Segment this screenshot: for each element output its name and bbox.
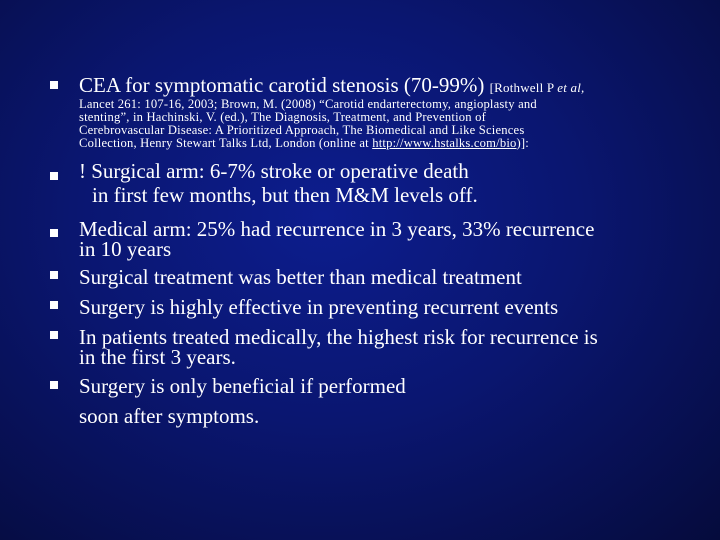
item2-line-1: ! Surgical arm: 6-7% stroke or operative death	[79, 159, 469, 183]
item1-heading	[79, 74, 584, 97]
item7-line-1: Surgery is only beneficial if performed	[79, 374, 406, 398]
item7-line-2: soon after symptoms.	[79, 404, 260, 428]
item1-ref-italic: et al,	[557, 80, 585, 95]
bullet-square-4	[50, 271, 58, 279]
bullet-square-5	[50, 301, 58, 309]
bullet-square-6	[50, 331, 58, 339]
item1-ref-start-text: [Rothwell P	[489, 80, 558, 95]
item4-line-1: Surgical treatment was better than medical treatment	[79, 265, 522, 289]
item1-ref-last-before: Collection, Henry Stewart Talks Ltd, London (online at	[79, 136, 373, 150]
item1-ref-last-after: )]:	[516, 136, 530, 150]
item3-line-1: Medical arm: 25% had recurrence in 3 years, 33% recurrence	[79, 217, 595, 241]
hstalks-link[interactable]: http://www.hstalks.com/bio	[372, 136, 517, 150]
bullet-square-7	[50, 381, 58, 389]
item1-ref-line-3: Cerebrovascular Disease: A Prioritized Approach, The Biomedical and Like Sciences	[79, 123, 525, 137]
item1-ref-line-4	[79, 137, 529, 150]
bullet-square-2	[50, 172, 58, 180]
bullet-square-1	[50, 81, 58, 89]
item1-ref-start	[490, 80, 585, 95]
item6-line-1: In patients treated medically, the highest risk for recurrence is	[79, 325, 598, 349]
item3-line-2: in 10 years	[79, 237, 172, 261]
item5-line-1: Surgery is highly effective in preventing recurrent events	[79, 295, 559, 319]
item1-ref-line-2: stenting”, in Hachinski, V. (ed.), The Diagnosis, Treatment, and Prevention of	[79, 110, 487, 124]
item1-heading-text: CEA for symptomatic carotid stenosis (70-99%)	[79, 73, 485, 97]
item1-ref-line-1: Lancet 261: 107-16, 2003; Brown, M. (2008) “Carotid endarterectomy, angioplasty and	[79, 97, 537, 111]
bullet-square-3	[50, 229, 58, 237]
item6-line-2: in the first 3 years.	[79, 345, 236, 369]
item2-line-2: in first few months, but then M&M levels off.	[92, 183, 478, 207]
